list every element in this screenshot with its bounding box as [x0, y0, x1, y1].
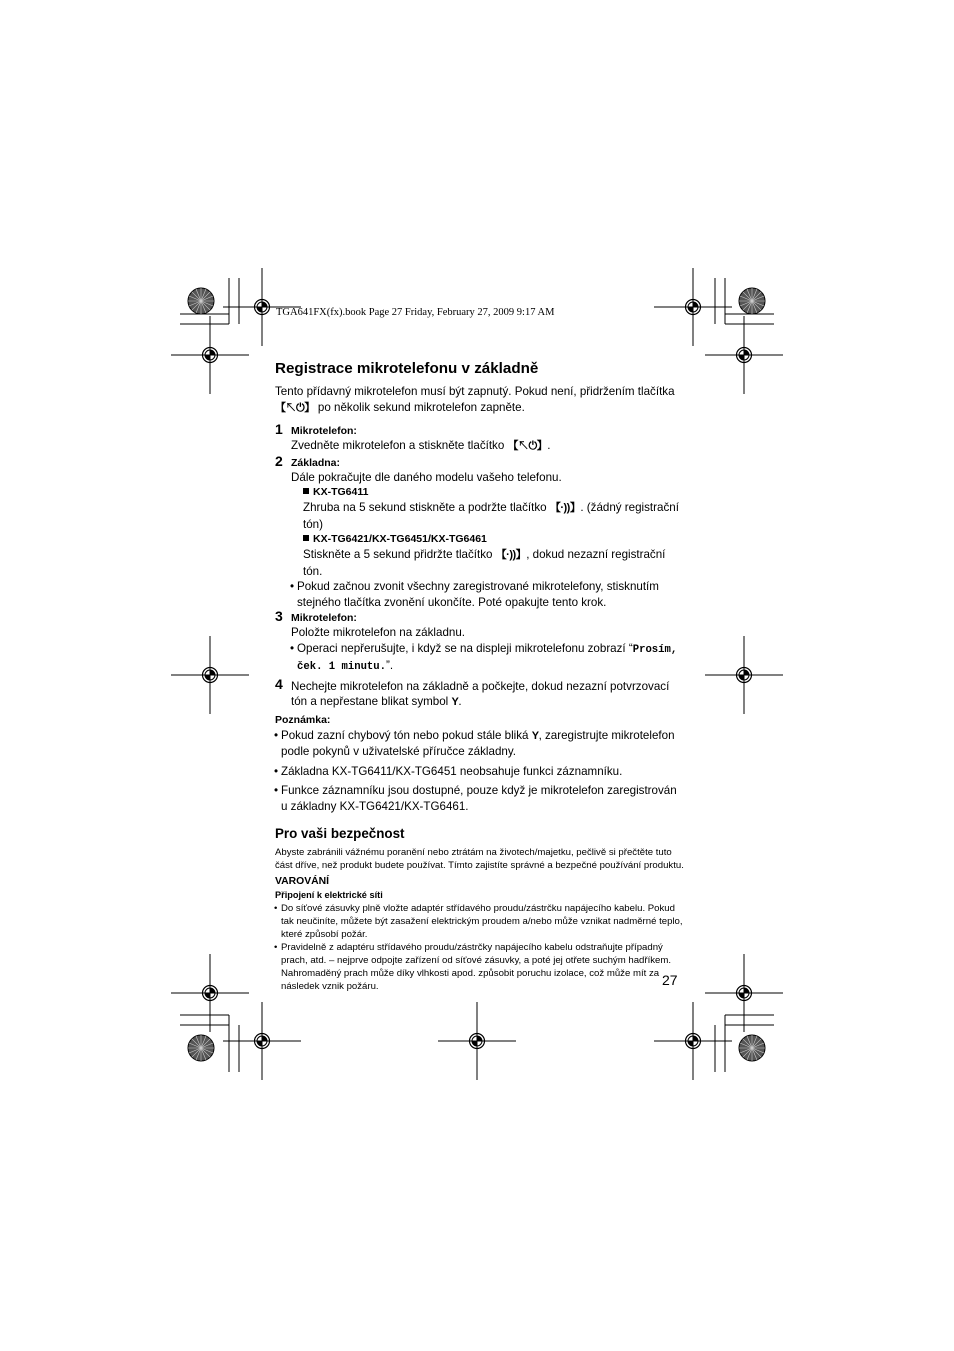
- step-text-start: Nechejte mikrotelefon na základně a počkejte, dokud nezazní potvrzovací tón a nepřestane blikat symbol: [291, 679, 670, 708]
- bullet-text-start: Operaci nepřerušujte, i když se na displeji mikrotelefonu zobrazí “: [297, 641, 633, 655]
- step-text: [291, 438, 685, 455]
- antenna-icon: Y: [531, 729, 539, 742]
- model-text-end: . (žádný registrační tón): [303, 501, 679, 531]
- step-number: 1: [275, 421, 283, 437]
- intro-line-2: po několik sekund mikrotelefon zapněte.: [314, 400, 525, 414]
- locator-key-icon: 【·))】: [495, 549, 527, 561]
- antenna-icon: Y: [451, 696, 459, 708]
- power-key-icon: 【↖⏻】: [275, 401, 315, 414]
- step-number: 3: [275, 608, 283, 624]
- model-block-kx-tg6411: [291, 485, 685, 532]
- step-text: Dále pokračujte dle daného modelu vašeho telefonu.: [291, 470, 562, 484]
- step-title: Základna:: [291, 456, 341, 469]
- note-text-start: Pokud zazní chybový tón nebo pokud stále bliká: [281, 728, 532, 742]
- square-bullet-icon: [303, 488, 309, 494]
- power-key-icon: 【↖⏻】: [507, 440, 548, 452]
- step-text: [291, 679, 685, 711]
- model-text: [303, 547, 685, 579]
- page-number: 27: [662, 972, 678, 988]
- note-text-end: , zaregistrujte mikrotelefon podle pokynů v uživatelské příručce základny.: [281, 728, 675, 758]
- model-title: [303, 532, 685, 547]
- subhead: Připojení k elektrické síti: [275, 890, 383, 900]
- safety-bullet: • Do síťové zásuvky plně vložte adaptér střídavého proudu/zástrčku napájecího kabelu. Pokud tak neučiníte, můžete být zasažení elektrickým proudem a/nebo může vznikat nadměrné teplo, které způsobí požár.: [275, 902, 685, 941]
- step-1: [275, 421, 685, 455]
- page-content: [275, 360, 685, 993]
- step-text: Položte mikrotelefon na základnu.: [291, 626, 466, 639]
- step-bullet: [291, 641, 685, 676]
- step-text-start: Zvedněte mikrotelefon a stiskněte tlačítko: [291, 439, 508, 452]
- model-name: KX-TG6411: [313, 486, 369, 498]
- square-bullet-icon: [303, 535, 309, 541]
- model-text-start: Zhruba na 5 sekund stiskněte a podržte tlačítko: [303, 501, 550, 514]
- note-item: • Základna KX-TG6411/KX-TG6451 neobsahuje funkci záznamníku.: [275, 764, 685, 780]
- step-4: [275, 675, 685, 711]
- locator-key-icon: 【·))】: [549, 502, 581, 514]
- note-item: [275, 728, 685, 760]
- step-number: 4: [275, 675, 283, 692]
- section-title: Registrace mikrotelefonu v základně: [275, 360, 539, 377]
- print-header: TGA641FX(fx).book Page 27 Friday, February 27, 2009 9:17 AM: [276, 307, 555, 318]
- model-block-kx-tg6421: [291, 532, 685, 579]
- step-text-end: .: [458, 695, 462, 708]
- section-title: Pro vaši bezpečnost: [275, 826, 405, 841]
- intro-text: [275, 384, 685, 416]
- step-2: [275, 452, 685, 611]
- step-text-end: .: [547, 439, 551, 452]
- model-text-start: Stiskněte a 5 sekund přidržte tlačítko: [303, 548, 496, 561]
- note-label: Poznámka:: [275, 713, 331, 726]
- step-bullet: • Pokud začnou zvonit všechny zaregistrované mikrotelefony, stisknutím stejného tlačítka zvonění ukončíte. Poté opakujte tento krok.: [291, 579, 685, 610]
- safety-intro: Abyste zabránili vážnému poranění nebo ztrátám na životech/majetku, pečlivě si přečtěte tuto část dříve, než produkt budete používat. Tímto zajistíte správné a bezpečné používání produktu.: [275, 847, 684, 871]
- step-title: Mikrotelefon:: [291, 425, 357, 437]
- model-text-end: , dokud nezazní registrační tón.: [303, 548, 666, 578]
- warning-label: VAROVÁNÍ: [275, 876, 330, 887]
- step-3: [275, 608, 685, 676]
- model-name: KX-TG6421/KX-TG6451/KX-TG6461: [313, 533, 487, 545]
- bullet-text-end: ”.: [386, 659, 394, 672]
- note-item: • Funkce záznamníku jsou dostupné, pouze když je mikrotelefon zaregistrován u základny KX-TG6421/KX-TG6461.: [275, 783, 685, 814]
- safety-bullet: • Pravidelně z adaptéru střídavého proudu/zástrčky napájecího kabelu odstraňujte případný prach, atd. – nejprve odpojte zařízení od síťové zásuvky, a poté jej otřete suchým hadříkem. Nahromaděný prach může díky vlhkosti apod. způsobit poruchu izolace, což může mít za následek vznik požáru.: [275, 941, 685, 993]
- step-number: 2: [275, 452, 283, 469]
- step-title: Mikrotelefon:: [291, 612, 357, 624]
- display-message: Prosím, ček. 1 minutu.: [297, 643, 678, 673]
- intro-line-1: Tento přídavný mikrotelefon musí být zapnutý. Pokud není, přidržením tlačítka: [275, 385, 675, 398]
- model-title: [303, 485, 685, 500]
- model-text: [303, 500, 685, 532]
